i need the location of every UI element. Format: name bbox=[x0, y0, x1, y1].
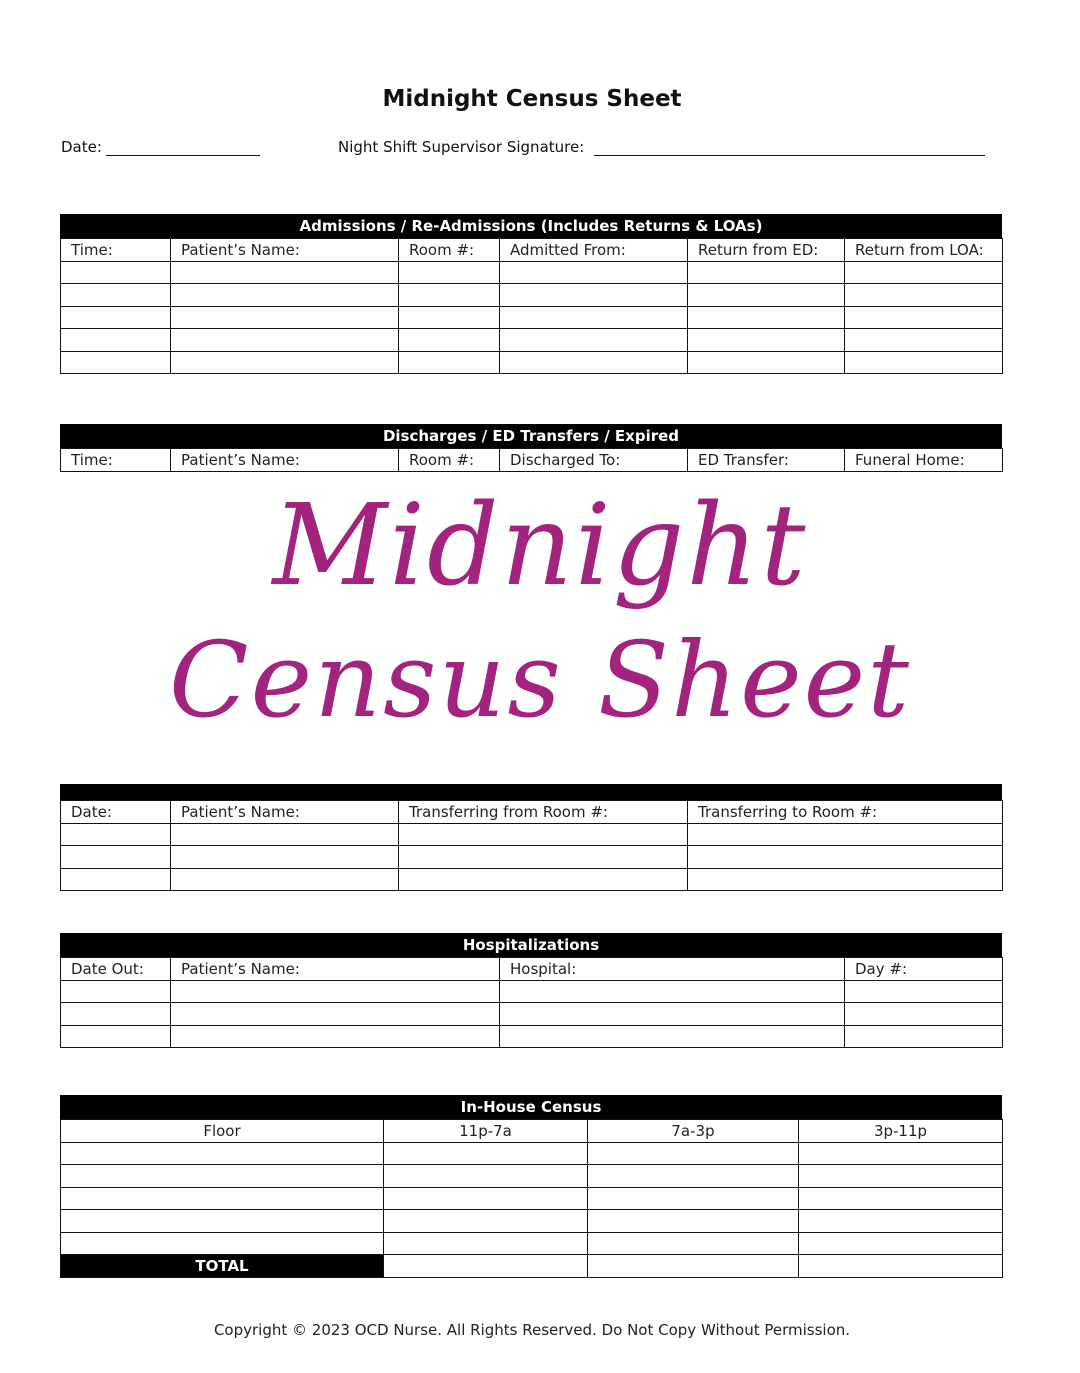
table-cell[interactable] bbox=[799, 1210, 1003, 1233]
table-cell[interactable] bbox=[61, 868, 171, 891]
table-cell[interactable] bbox=[171, 868, 399, 891]
date-field[interactable] bbox=[106, 155, 260, 156]
table-cell[interactable] bbox=[500, 261, 688, 284]
admissions-header: Admissions / Re-Admissions (Includes Returns & LOAs) bbox=[60, 214, 1002, 238]
column-header: Patient’s Name: bbox=[171, 239, 399, 262]
table-cell[interactable] bbox=[588, 1232, 799, 1255]
signature-label: Night Shift Supervisor Signature: bbox=[338, 138, 585, 156]
table-header-row bbox=[61, 1120, 1003, 1143]
table-row bbox=[61, 306, 1003, 329]
table-cell[interactable] bbox=[171, 261, 399, 284]
table-row bbox=[61, 1187, 1003, 1210]
table-row bbox=[61, 868, 1003, 891]
column-header: Return from LOA: bbox=[845, 239, 1003, 262]
table-cell[interactable] bbox=[500, 1025, 845, 1048]
table-cell[interactable] bbox=[399, 329, 500, 352]
table-row bbox=[61, 329, 1003, 352]
table-cell[interactable] bbox=[688, 306, 845, 329]
table-cell[interactable] bbox=[384, 1210, 588, 1233]
column-header: Floor bbox=[61, 1120, 384, 1143]
table-cell[interactable] bbox=[688, 329, 845, 352]
table-cell[interactable] bbox=[845, 284, 1003, 307]
table-cell[interactable] bbox=[500, 351, 688, 374]
table-cell[interactable] bbox=[171, 1003, 500, 1026]
table-row bbox=[61, 1232, 1003, 1255]
table-cell[interactable] bbox=[799, 1232, 1003, 1255]
table-row bbox=[61, 1003, 1003, 1026]
table-row bbox=[61, 846, 1003, 869]
table-cell[interactable] bbox=[588, 1142, 799, 1165]
table-cell[interactable] bbox=[171, 351, 399, 374]
column-header: Transferring from Room #: bbox=[399, 801, 688, 824]
table-cell[interactable] bbox=[399, 306, 500, 329]
table-cell[interactable] bbox=[845, 980, 1003, 1003]
column-header: Patient’s Name: bbox=[171, 449, 399, 472]
table-cell[interactable] bbox=[399, 846, 688, 869]
table-cell[interactable] bbox=[799, 1142, 1003, 1165]
column-header: Room #: bbox=[399, 239, 500, 262]
table-cell[interactable] bbox=[61, 846, 171, 869]
table-cell[interactable] bbox=[500, 1003, 845, 1026]
column-header: Patient’s Name: bbox=[171, 958, 500, 981]
column-header: Discharged To: bbox=[500, 449, 688, 472]
table-cell[interactable] bbox=[384, 1165, 588, 1188]
column-header: Transferring to Room #: bbox=[688, 801, 1003, 824]
column-header: Patient’s Name: bbox=[171, 801, 399, 824]
table-row bbox=[61, 1165, 1003, 1188]
table-cell[interactable] bbox=[799, 1255, 1003, 1278]
hospitalizations-table bbox=[60, 957, 1003, 1048]
table-cell[interactable] bbox=[799, 1165, 1003, 1188]
total-label: TOTAL bbox=[61, 1255, 384, 1278]
column-header: 3p-11p bbox=[799, 1120, 1003, 1143]
table-row bbox=[61, 351, 1003, 374]
table-row bbox=[61, 261, 1003, 284]
table-cell[interactable] bbox=[688, 846, 1003, 869]
column-header: 7a-3p bbox=[588, 1120, 799, 1143]
table-cell[interactable] bbox=[500, 329, 688, 352]
table-cell[interactable] bbox=[61, 306, 171, 329]
column-header: Day #: bbox=[845, 958, 1003, 981]
column-header: Time: bbox=[61, 239, 171, 262]
table-cell[interactable] bbox=[171, 329, 399, 352]
table-cell[interactable] bbox=[399, 823, 688, 846]
table-cell[interactable] bbox=[399, 351, 500, 374]
table-cell[interactable] bbox=[384, 1255, 588, 1278]
table-cell[interactable] bbox=[61, 351, 171, 374]
column-header: Funeral Home: bbox=[845, 449, 1003, 472]
table-cell[interactable] bbox=[845, 329, 1003, 352]
table-row bbox=[61, 1025, 1003, 1048]
table-cell[interactable] bbox=[61, 1187, 384, 1210]
census-table bbox=[60, 1119, 1003, 1278]
table-row bbox=[61, 1142, 1003, 1165]
table-cell[interactable] bbox=[500, 284, 688, 307]
table-header-row bbox=[61, 239, 1003, 262]
table-cell[interactable] bbox=[61, 261, 171, 284]
watermark-line-2: Census Sheet bbox=[169, 619, 911, 741]
table-row bbox=[61, 1210, 1003, 1233]
table-cell[interactable] bbox=[384, 1232, 588, 1255]
table-header-row bbox=[61, 801, 1003, 824]
admissions-table bbox=[60, 238, 1003, 374]
copyright-notice: Copyright © 2023 OCD Nurse. All Rights Reserved. Do Not Copy Without Permission. bbox=[213, 1321, 851, 1339]
table-cell[interactable] bbox=[61, 1165, 384, 1188]
table-cell[interactable] bbox=[61, 1142, 384, 1165]
table-cell[interactable] bbox=[384, 1187, 588, 1210]
signature-field[interactable] bbox=[594, 155, 985, 156]
census-header: In-House Census bbox=[60, 1095, 1002, 1119]
table-cell[interactable] bbox=[500, 306, 688, 329]
table-cell[interactable] bbox=[399, 261, 500, 284]
table-cell[interactable] bbox=[61, 980, 171, 1003]
table-row bbox=[61, 284, 1003, 307]
table-header-row bbox=[61, 958, 1003, 981]
column-header: Admitted From: bbox=[500, 239, 688, 262]
table-cell[interactable] bbox=[845, 261, 1003, 284]
table-cell[interactable] bbox=[845, 306, 1003, 329]
table-cell[interactable] bbox=[61, 823, 171, 846]
column-header: Date: bbox=[61, 801, 171, 824]
discharges-header: Discharges / ED Transfers / Expired bbox=[60, 424, 1002, 448]
table-cell[interactable] bbox=[61, 1003, 171, 1026]
table-cell[interactable] bbox=[588, 1210, 799, 1233]
table-cell[interactable] bbox=[399, 284, 500, 307]
table-cell[interactable] bbox=[688, 261, 845, 284]
hospitalizations-header: Hospitalizations bbox=[60, 933, 1002, 957]
table-cell[interactable] bbox=[61, 1025, 171, 1048]
table-header-row bbox=[61, 449, 1003, 472]
total-row bbox=[61, 1255, 1003, 1278]
column-header: ED Transfer: bbox=[688, 449, 845, 472]
column-header: Time: bbox=[61, 449, 171, 472]
table-cell[interactable] bbox=[61, 284, 171, 307]
table-cell[interactable] bbox=[61, 1210, 384, 1233]
table-cell[interactable] bbox=[799, 1187, 1003, 1210]
table-cell[interactable] bbox=[588, 1165, 799, 1188]
table-cell[interactable] bbox=[171, 846, 399, 869]
table-row bbox=[61, 823, 1003, 846]
table-cell[interactable] bbox=[688, 351, 845, 374]
column-header: Date Out: bbox=[61, 958, 171, 981]
table-cell[interactable] bbox=[845, 1025, 1003, 1048]
table-cell[interactable] bbox=[688, 823, 1003, 846]
table-row bbox=[61, 980, 1003, 1003]
table-cell[interactable] bbox=[688, 868, 1003, 891]
page-title: Midnight Census Sheet bbox=[382, 86, 682, 112]
table-cell[interactable] bbox=[171, 1025, 500, 1048]
table-cell[interactable] bbox=[384, 1142, 588, 1165]
column-header: Room #: bbox=[399, 449, 500, 472]
table-cell[interactable] bbox=[588, 1187, 799, 1210]
column-header: 11p-7a bbox=[384, 1120, 588, 1143]
table-cell[interactable] bbox=[588, 1255, 799, 1278]
table-cell[interactable] bbox=[399, 868, 688, 891]
column-header: Hospital: bbox=[500, 958, 845, 981]
table-cell[interactable] bbox=[171, 306, 399, 329]
table-cell[interactable] bbox=[500, 980, 845, 1003]
table-cell[interactable] bbox=[171, 980, 500, 1003]
room-changes-table bbox=[60, 800, 1003, 891]
table-cell[interactable] bbox=[61, 329, 171, 352]
date-label: Date: bbox=[61, 138, 102, 156]
table-cell[interactable] bbox=[845, 351, 1003, 374]
watermark-line-1: Midnight bbox=[272, 481, 808, 611]
table-cell[interactable] bbox=[845, 1003, 1003, 1026]
column-header: Return from ED: bbox=[688, 239, 845, 262]
table-cell[interactable] bbox=[171, 823, 399, 846]
table-cell[interactable] bbox=[171, 284, 399, 307]
table-cell[interactable] bbox=[688, 284, 845, 307]
table-cell[interactable] bbox=[61, 1232, 384, 1255]
